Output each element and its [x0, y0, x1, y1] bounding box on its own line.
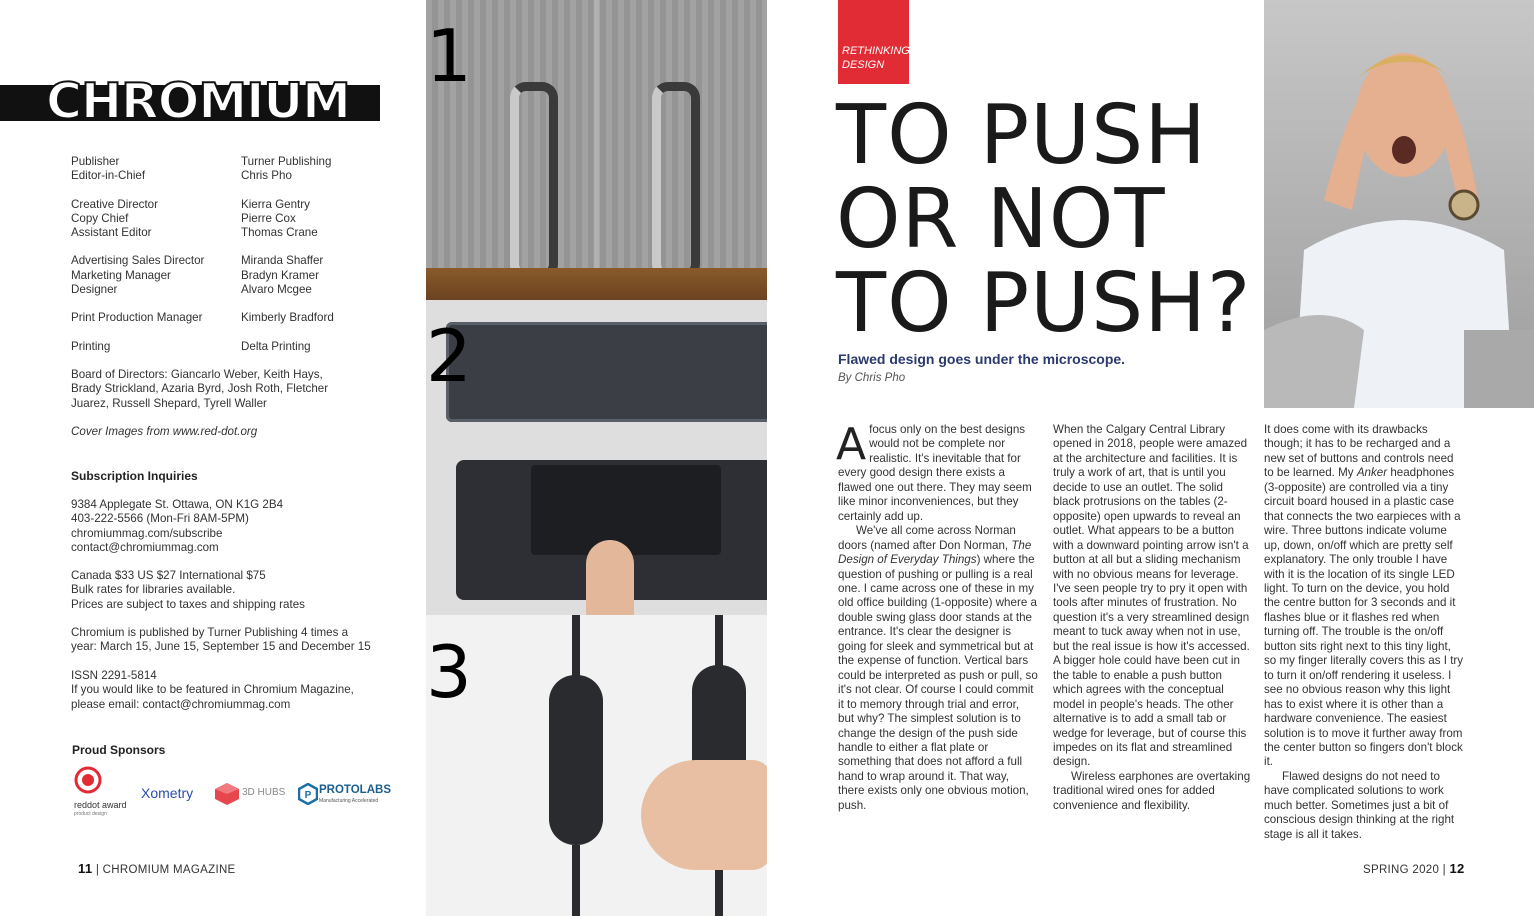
staff-name: Miranda Shaffer	[241, 254, 324, 268]
contact-email[interactable]: contact@chromiummag.com	[71, 540, 219, 554]
subscribe-link[interactable]: chromiummag.com/subscribe	[71, 526, 223, 540]
paragraph	[836, 419, 1038, 524]
pricing-line: Bulk rates for libraries available.	[71, 583, 236, 597]
staff-role: Advertising Sales Director	[71, 254, 205, 268]
3dhubs-logo	[214, 782, 294, 806]
staff-group-1	[71, 155, 391, 184]
paragraph: Flawed designs do not need to have complicated solutions to work much better. Sometimes just a bit of conscious design thinking at the right stage is all it takes.	[1264, 769, 1455, 841]
reddot-wordmark: reddot award	[74, 800, 127, 810]
section-line: RETHINKING	[842, 45, 910, 57]
phone: 403-222-5566 (Mon-Fri 8AM-5PM)	[71, 512, 249, 526]
paragraph-text: We've all come across Norman doors (named after Don Norman,	[838, 524, 1016, 552]
headline-line: TO PUSH	[836, 88, 1207, 183]
photo-number-1: 1	[426, 14, 472, 98]
schedule-line: year: March 15, June 15, September 15 and December 15	[71, 640, 371, 654]
staff-name: Alvaro Mcgee	[241, 283, 312, 297]
feature-email[interactable]: please email: contact@chromiummag.com	[71, 697, 291, 711]
board-line: Juarez, Russell Shepard, Tyrell Waller	[71, 396, 267, 410]
footer-issue: SPRING 2020	[1363, 864, 1440, 876]
photo-number-2: 2	[426, 314, 472, 398]
byline: By Chris Pho	[838, 372, 906, 384]
staff-name: Pierre Cox	[241, 211, 296, 225]
staff-name: Delta Printing	[241, 339, 311, 353]
subscription-heading: Subscription Inquiries	[71, 469, 198, 483]
reddot-logo	[72, 766, 132, 822]
reddot-icon	[74, 766, 102, 794]
protolabs-icon	[298, 783, 318, 805]
paragraph-text: ) where the question of pushing or pulling is a real one. I came across one of these in my old office building (1-opposite) where a double swing glass door stands at the entrance. It's clear the designer is going for sleek and symmetrical but at the expense of function. Vertical bars could be interpreted as push or pull, so it's not clear. Of course I could commit it to memory through trial and error, but why? The simplest solution is to change the design of the push side handle to either a flat plate or something that does not afford a full hand to wrap around it. That way, there exists only one obvious motion, push.	[838, 553, 1038, 812]
reddot-tagline: product design	[74, 811, 107, 817]
photo-number-3: 3	[426, 630, 472, 714]
xometry-logo: Xometry	[141, 785, 194, 801]
staff-group-3	[71, 254, 391, 297]
cover-credit: Cover Images from www.red-dot.org	[71, 425, 258, 438]
headline-line: OR NOT	[836, 172, 1166, 267]
table-cover	[446, 322, 767, 422]
address: 9384 Applegate St. Ottawa, ON K1G 2B4	[71, 498, 284, 511]
subheadline: Flawed design goes under the microscope.	[838, 351, 1126, 367]
paragraph-text: focus only on the best designs would not be complete nor realistic. It's inevitable that for every good design there exists a flawed one out there. They may seem like minor inconveniences, but they certainly add up.	[838, 423, 1032, 523]
earphone-cord	[572, 845, 580, 916]
staff-role: Print Production Manager	[71, 311, 203, 325]
staff-role: Editor-in-Chief	[71, 169, 146, 183]
issn-block	[71, 669, 354, 712]
pricing-line: Canada $33 US $27 International $75	[71, 569, 266, 582]
man-illustration	[1264, 0, 1534, 408]
article-column-1	[836, 419, 1038, 813]
section-tag-label	[842, 44, 910, 72]
staff-role: Creative Director	[71, 197, 158, 211]
staff-name: Kimberly Bradford	[241, 311, 334, 325]
paragraph	[1264, 423, 1464, 770]
3dhubs-icon	[214, 782, 240, 806]
footer-right: SPRING 2020 | 12	[1363, 861, 1465, 876]
staff-role: Designer	[71, 283, 118, 297]
staff-role: Assistant Editor	[71, 226, 152, 240]
book-title: The Design of Everyday Things	[838, 538, 1032, 567]
paragraph-text: It does come with its drawbacks though; it has to be recharged and a new set of buttons and controls need to be learned. My	[1264, 423, 1454, 480]
staff-role: Publisher	[71, 155, 120, 168]
footer-left: 11 | CHROMIUM MAGAZINE	[78, 861, 236, 876]
door-handle-right	[652, 82, 700, 280]
page-number-right: 12	[1449, 861, 1465, 876]
staff-name: Thomas Crane	[241, 226, 318, 240]
photo-frustrated-man	[1264, 0, 1534, 408]
sponsors-title: Proud Sponsors	[72, 743, 166, 757]
publishing-schedule	[71, 626, 371, 655]
3dhubs-wordmark: 3D HUBS	[242, 787, 286, 798]
staff-name: Kierra Gentry	[241, 197, 310, 211]
drop-cap: A	[836, 419, 867, 470]
staff-name: Chris Pho	[241, 169, 292, 183]
board-of-directors	[71, 368, 371, 411]
article-column-3	[1264, 423, 1464, 842]
headline	[836, 88, 1252, 351]
subscription-contact	[71, 498, 283, 555]
staff-list	[71, 155, 391, 354]
paragraph: Wireless earphones are overtaking traditional wired ones for added convenience and flexibility.	[1053, 769, 1251, 812]
board-line: Board of Directors: Giancarlo Weber, Keith Hays,	[71, 368, 323, 381]
door-handle-left	[510, 82, 558, 280]
staff-role: Marketing Manager	[71, 268, 171, 282]
svg-text:P: P	[304, 790, 312, 801]
protolabs-logo	[298, 782, 391, 808]
staff-name: Turner Publishing	[241, 155, 332, 168]
finger	[641, 760, 767, 870]
staff-role: Printing	[71, 339, 111, 353]
photo-earphone-remote	[426, 615, 767, 916]
paragraph	[838, 524, 1038, 813]
paragraph: When the Calgary Central Library opened in 2018, people were amazed at the architecture and facilities. It is truly a work of art, that is until you decide to use an outlet. The solid black protrusions on the tables (2-opposite) open upwards to reveal an outlet. What appears to be a button with a downward pointing arrow isn't a button at all but a sliding mechanism with no obvious means for leverage. I've seen people try to pry it open with tools after minutes of frustration. No question it's a very streamlined design meant to tuck away when not in use, but the real issue is how it's accessed. A bigger hole could have been cut in the table to enable a push button which agrees with the conceptual model in people's heads. The other alternative is to add a small tab or wedge for leverage, but of course this impedes on its flat and streamlined design.	[1053, 423, 1250, 769]
staff-group-2	[71, 198, 391, 241]
staff-role: Copy Chief	[71, 211, 129, 225]
article-column-2	[1053, 423, 1251, 813]
board-line: Brady Strickland, Azaria Byrd, Josh Roth, Fletcher	[71, 382, 329, 396]
subscription-pricing	[71, 569, 305, 612]
finger	[586, 540, 634, 615]
protolabs-tagline: Manufacturing Accelerated	[319, 798, 379, 804]
schedule-line: Chromium is published by Turner Publishing 4 times a	[71, 626, 349, 639]
issn: ISSN 2291-5814	[71, 669, 157, 682]
paragraph-text: headphones (3-opposite) are controlled via a tiny circuit board housed in a plastic case that connects the two earpieces with a wire. Three buttons indicate volume up, down, on/off which are pretty self explanatory. The only trouble I have with it is the location of its single LED light. To turn on the device, you hold the centre button for 3 seconds and it flashes blue or it flashes red when turning off. The trouble is the on/off button sits right next to this tiny light, so my finger literally covers this as I try to turn it on/off rendering it useless. I see no obvious reason why this light has to exist where it is other than a hardware convenience. The easiest solution is to move it further away from the center button so fingers don't block it.	[1264, 466, 1464, 769]
staff-name: Bradyn Kramer	[241, 268, 319, 282]
protolabs-wordmark: PROTOLABS	[319, 784, 391, 796]
earphone-remote-left	[549, 675, 603, 845]
floor-trim	[426, 268, 767, 300]
section-line: DESIGN	[842, 59, 885, 71]
power-outlet	[531, 465, 721, 555]
section-tag	[838, 0, 909, 84]
page-number-left: 11	[78, 861, 93, 876]
feature-note: If you would like to be featured in Chromium Magazine,	[71, 683, 354, 697]
pricing-line: Prices are subject to taxes and shipping rates	[71, 597, 305, 611]
headline-line: TO PUSH?	[836, 256, 1252, 351]
photo-table-outlet	[426, 300, 767, 615]
footer-magazine-name: CHROMIUM MAGAZINE	[102, 864, 236, 876]
brand-name: Anker	[1356, 466, 1388, 480]
photo-door-handles	[426, 0, 767, 300]
masthead-logo: CHROMIUM	[46, 73, 350, 130]
